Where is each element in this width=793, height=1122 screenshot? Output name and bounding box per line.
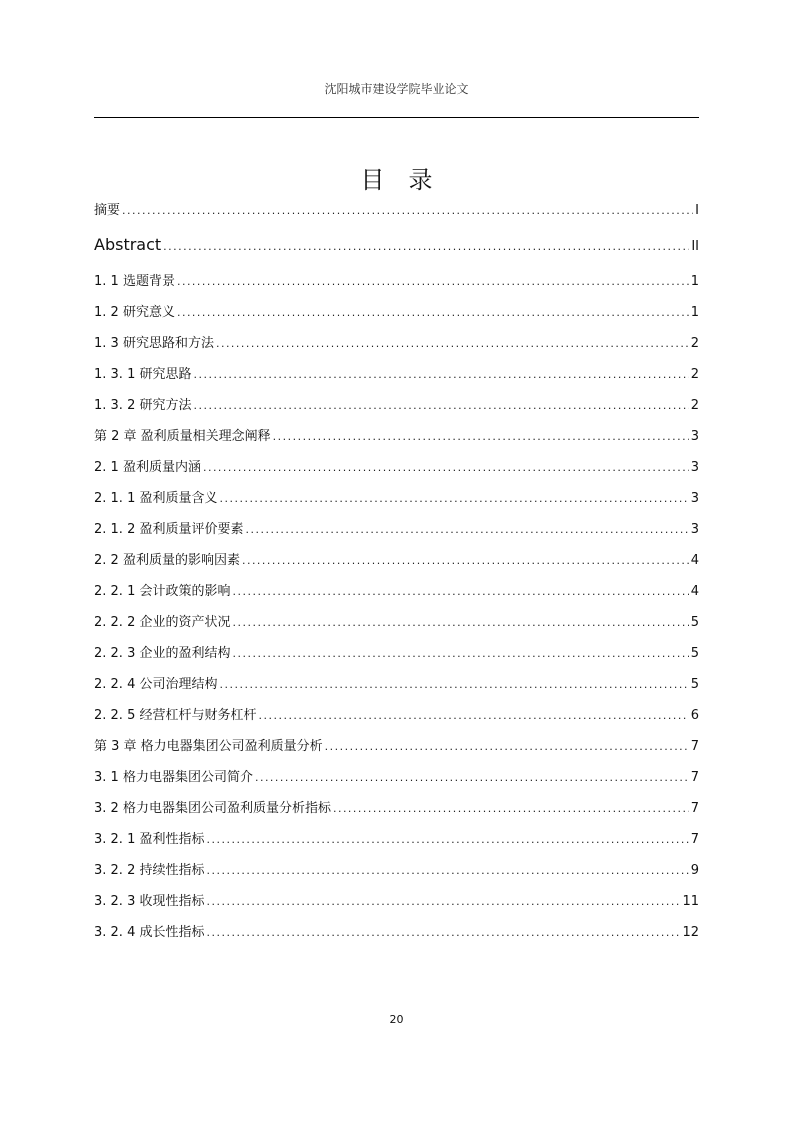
toc-entry[interactable] (94, 675, 699, 706)
toc-leader-dots (206, 923, 680, 943)
toc-entry[interactable] (94, 613, 699, 644)
toc-leader-dots (273, 427, 689, 447)
toc-entry[interactable] (94, 706, 699, 737)
toc-entry-label: 2. 2 盈利质量的影响因素 (94, 553, 240, 568)
toc-leader-dots (193, 396, 688, 416)
toc-entry-page: 11 (682, 894, 699, 909)
toc-leader-dots (325, 737, 689, 757)
toc-entry-label: 1. 3. 2 研究方法 (94, 398, 192, 413)
toc-entry-page: 12 (682, 925, 699, 940)
toc-entry-page: 5 (690, 677, 699, 692)
toc-entry-page: 1 (690, 274, 699, 289)
toc-entry-label: 2. 1. 2 盈利质量评价要素 (94, 522, 244, 537)
toc-leader-dots (219, 675, 688, 695)
toc-entry-page: 6 (690, 708, 699, 723)
toc-entry-page: II (691, 239, 699, 254)
toc-entry[interactable] (94, 768, 699, 799)
toc-entry[interactable] (94, 861, 699, 892)
toc-entry[interactable] (94, 396, 699, 427)
toc-entry[interactable] (94, 458, 699, 489)
toc-entry-page: 5 (690, 646, 699, 661)
toc-entry[interactable] (94, 582, 699, 613)
toc-entry-page: I (695, 203, 699, 218)
toc-leader-dots (193, 365, 688, 385)
toc-entry-page: 4 (690, 553, 699, 568)
toc-entry-label: 摘要 (94, 203, 121, 218)
toc-entry[interactable] (94, 830, 699, 861)
page-number: 20 (389, 1013, 404, 1026)
toc-entry-page: 5 (690, 615, 699, 630)
toc-entry[interactable] (94, 365, 699, 396)
toc-entry-label: 第 2 章 盈利质量相关理念阐释 (94, 429, 271, 444)
toc-leader-dots (216, 334, 689, 354)
toc-entry[interactable] (94, 892, 699, 923)
toc-entry[interactable] (94, 799, 699, 830)
toc-leader-dots (163, 235, 689, 257)
toc-entry-page: 7 (690, 801, 699, 816)
toc-entry-label: 3. 2. 4 成长性指标 (94, 925, 205, 940)
toc-entry-label: 2. 2. 5 经营杠杆与财务杠杆 (94, 708, 257, 723)
toc-title: 目录 (360, 166, 457, 194)
toc-leader-dots (232, 582, 688, 602)
toc-entry[interactable] (94, 303, 699, 334)
toc-entry-label: 2. 2. 2 企业的资产状况 (94, 615, 231, 630)
toc-entry-label: 1. 1 选题背景 (94, 274, 175, 289)
toc-entry-page: 2 (690, 367, 699, 382)
toc-entry-label: 第 3 章 格力电器集团公司盈利质量分析 (94, 739, 323, 754)
toc-entry-page: 2 (690, 336, 699, 351)
toc-entry-page: 7 (690, 832, 699, 847)
toc-leader-dots (219, 489, 688, 509)
toc-entry-page: 3 (690, 491, 699, 506)
page-header: 沈阳城市建设学院毕业论文 (324, 82, 469, 96)
toc-entry-page: 7 (690, 739, 699, 754)
toc-entry[interactable] (94, 427, 699, 458)
toc-entry-page: 3 (690, 429, 699, 444)
toc-entry[interactable] (94, 272, 699, 303)
toc-leader-dots (177, 272, 689, 292)
toc-entry[interactable] (94, 737, 699, 768)
toc-entry-label: 2. 1 盈利质量内涵 (94, 460, 201, 475)
toc-leader-dots (333, 799, 689, 819)
toc-entry-page: 7 (690, 770, 699, 785)
toc-leader-dots (206, 892, 680, 912)
toc-entry-label: 3. 2 格力电器集团公司盈利质量分析指标 (94, 801, 331, 816)
toc-leader-dots (245, 520, 688, 540)
header-rule (94, 117, 699, 118)
toc-entry-label: 2. 2. 3 企业的盈利结构 (94, 646, 231, 661)
toc-entry-page: 3 (690, 460, 699, 475)
toc-entry-label: 2. 2. 1 会计政策的影响 (94, 584, 231, 599)
toc-entry-label: 2. 2. 4 公司治理结构 (94, 677, 218, 692)
toc-leader-dots (258, 706, 688, 726)
toc-entry[interactable] (94, 644, 699, 675)
toc-entry[interactable] (94, 923, 699, 954)
toc-entry-page: 3 (690, 522, 699, 537)
toc-leader-dots (232, 613, 688, 633)
toc-entry-page: 2 (690, 398, 699, 413)
toc-leader-dots (232, 644, 688, 664)
toc-leader-dots (203, 458, 689, 478)
toc-entry[interactable] (94, 520, 699, 551)
toc-entry[interactable] (94, 235, 699, 272)
toc-entry-label: Abstract (94, 235, 162, 254)
toc-entry[interactable] (94, 551, 699, 582)
toc-entry-label: 2. 1. 1 盈利质量含义 (94, 491, 218, 506)
toc-entry-label: 3. 2. 1 盈利性指标 (94, 832, 205, 847)
toc-leader-dots (122, 201, 693, 221)
toc-entry-label: 1. 2 研究意义 (94, 305, 175, 320)
toc-leader-dots (242, 551, 689, 571)
toc-entry-label: 3. 2. 2 持续性指标 (94, 863, 205, 878)
toc-entry-label: 3. 2. 3 收现性指标 (94, 894, 205, 909)
toc-entry-label: 3. 1 格力电器集团公司简介 (94, 770, 253, 785)
toc-entry[interactable] (94, 201, 699, 235)
toc-entry[interactable] (94, 334, 699, 365)
toc-leader-dots (206, 830, 688, 850)
toc-entry-label: 1. 3. 1 研究思路 (94, 367, 192, 382)
table-of-contents (94, 201, 699, 954)
toc-leader-dots (206, 861, 688, 881)
toc-leader-dots (177, 303, 689, 323)
toc-entry-label: 1. 3 研究思路和方法 (94, 336, 214, 351)
toc-entry-page: 4 (690, 584, 699, 599)
toc-entry[interactable] (94, 489, 699, 520)
toc-entry-page: 1 (690, 305, 699, 320)
toc-entry-page: 9 (690, 863, 699, 878)
toc-leader-dots (255, 768, 689, 788)
